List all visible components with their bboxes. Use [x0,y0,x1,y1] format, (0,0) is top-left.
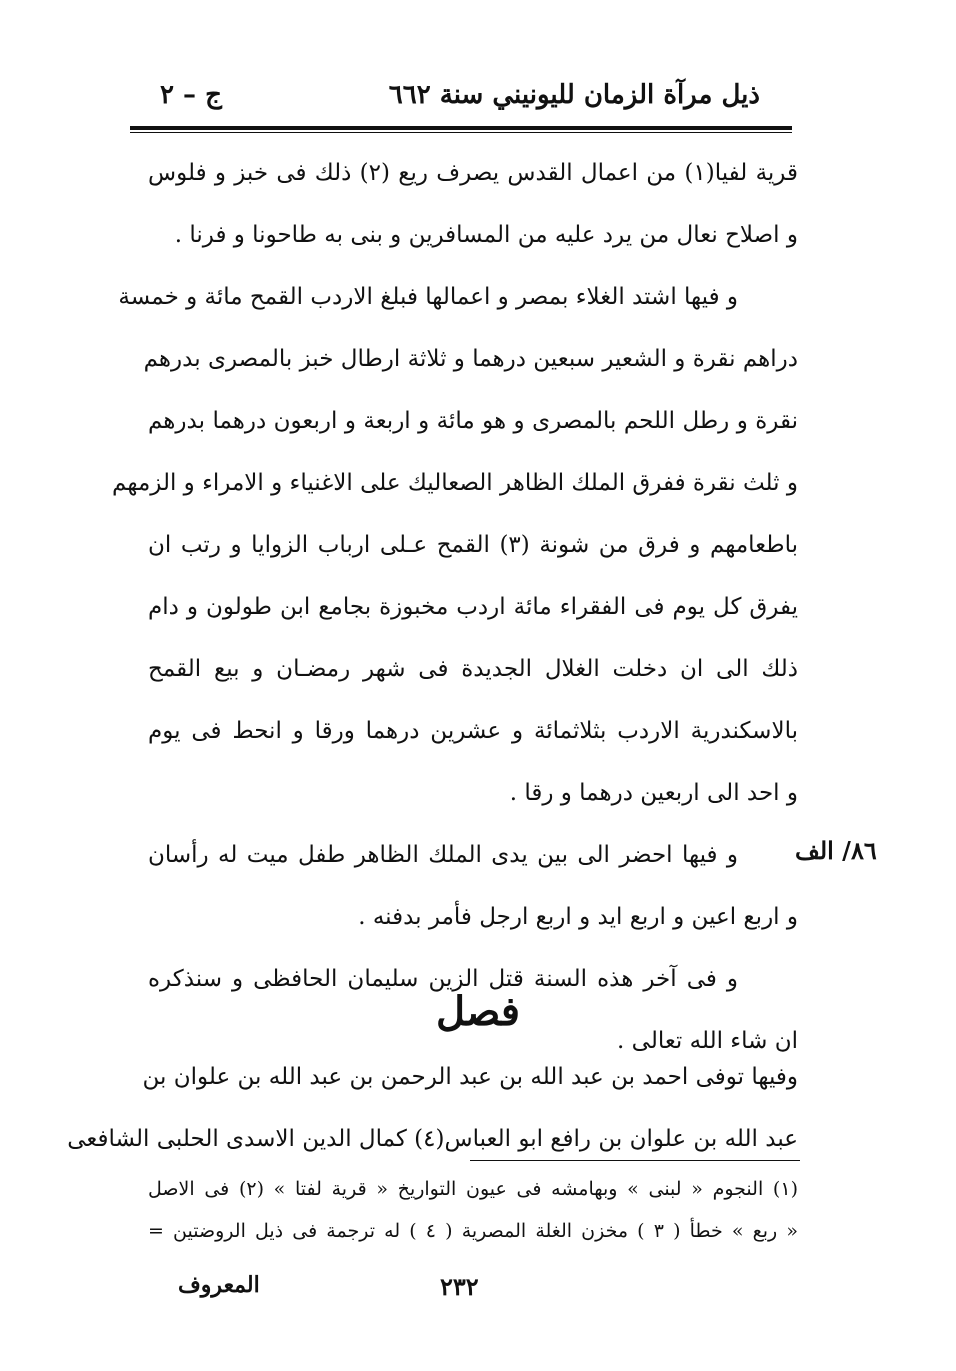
page-number: ٢٣٢ [440,1272,479,1301]
text-line: و فيها احضر الى بين يدى الملك الظاهر طفل ميت له رأسان [148,842,738,868]
footnote-line: « ربع » خطأ ( ٣ ) مخزن الغلة المصرية ( ٤ ) له ترجمة فى ذيل الروضتين = [148,1220,798,1242]
section-heading: فصل [435,988,521,1035]
text-line: وفيها توفى احمد بن عبد الله بن عبد الرحمن بن عبد الله بن علوان بن [142,1064,798,1090]
text-line: عبد الله بن علوان بن رافع ابو العباس(٤) كمال الدين الاسدى الحلبى الشافعى [67,1126,798,1152]
footnote-line: (١) النجوم « لبنى » وبهامشه فى عيون التواريخ « قرية لفتا » (٢) فى الاصل [148,1178,798,1200]
page-header [130,72,790,120]
text-line: قرية لفيا(١) من اعمال القدس يصرف ريع (٢) ذلك فى خبز و فلوس [148,160,798,186]
volume-label: ج – ٢ [160,80,222,110]
footnotes [148,1168,798,1252]
footnote-rule [470,1160,800,1161]
text-line: و اربع اعين و اربع ايد و اربع ارجل فأمر بدفنه . [358,904,798,930]
text-line: نقرة و رطل اللحم بالمصرى و هو مائة و اربعة و اربعون درهما بدرهم [148,408,798,434]
header-rule-thin [130,132,792,133]
text-line: و احد الى اربعين درهما و رقا . [509,780,798,806]
main-text [112,142,798,1072]
text-line: و اصلاح نعال من يرد عليه من المسافرين و بنى به طاحونا و فرنا . [174,222,798,248]
section-text [67,1046,798,1170]
text-line: و فى آخر هذه السنة قتل الزين سليمان الحافظى و سنذكره [148,966,738,992]
text-line: دراهم نقرة و الشعير سبعين درهما و ثلاثة ارطال خبز بالمصرى بدرهم [143,346,798,372]
text-line: باطعامهم و فرق من شونة (٣) القمح عـلى ارباب الزوايا و رتب ان [148,532,798,558]
text-line: و فيها اشتد الغلاء بمصر و اعمالها فبلغ الاردب القمح مائة و خمسة [118,284,738,310]
text-line: يفرق كل يوم فى الفقراء مائة اردب مخبوزة بجامع ابن طولون و دام [148,594,798,620]
header-rule [130,126,792,130]
text-line: ان شاء الله تعالى . [617,1028,798,1054]
running-title: ذيل مرآة الزمان لليونيني سنة ٦٦٢ [388,80,760,110]
catchword: المعروف [178,1272,260,1298]
text-line: بالاسكندرية الاردب بثلاثمائة و عشرين درهما ورقا و انحط فى يوم [148,718,798,744]
text-line: و ثلث نقرة ففرق الملك الظاهر الصعاليك على الاغنياء و الامراء و الزمهم [112,470,798,496]
margin-folio-note: ٨٦/ الف [795,836,877,865]
text-line: ذلك الى ان دخلت الغلال الجديدة فى شهر رمضـان و بيع القمح [148,656,798,682]
